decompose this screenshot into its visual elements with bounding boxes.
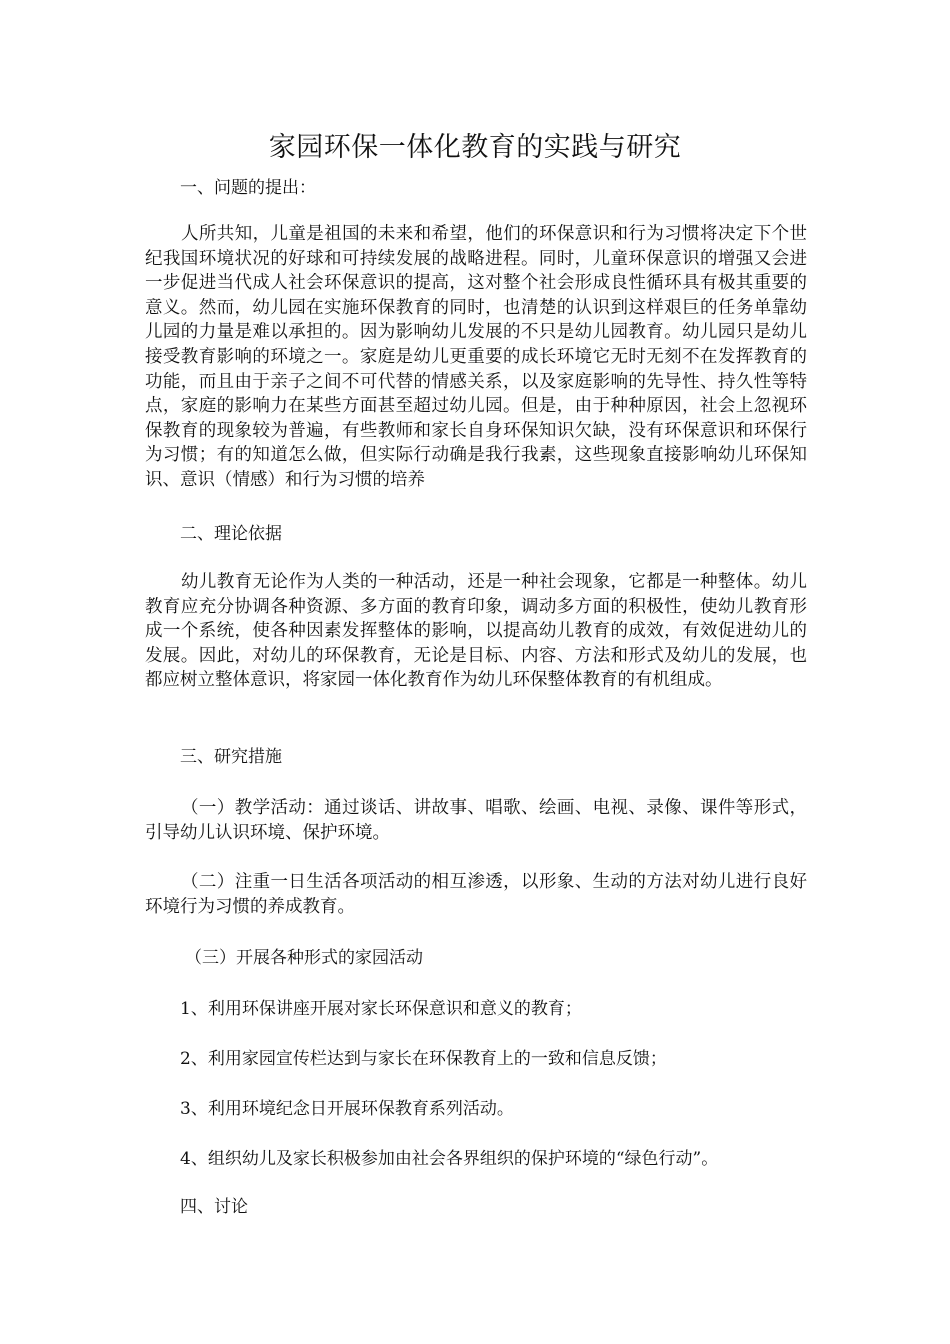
measure-daily-life: （二）注重一日生活各项活动的相互渗透，以形象、生动的方法对幼儿进行良好环境行为习惯的养成教育。: [145, 872, 807, 917]
list-item: 1、利用环保讲座开展对家长环保意识和意义的教育；: [180, 999, 582, 1019]
section-heading-theory: 二、理论依据: [180, 524, 282, 544]
section-paragraph-theory: 幼儿教育无论作为人类的一种活动，还是一种社会现象，它都是一种整体。幼儿教育应充分协调各种资源、多方面的教育印象，调动多方面的积极性，使幼儿教育形成一个系统，使各种因素发挥整体的影响，以提高幼儿教育的成效，有效促进幼儿的发展。因此，对幼儿的环保教育，无论是目标、内容、方法和形式及幼儿的发展，也都应树立整体意识，将家园一体化教育作为幼儿环保整体教育的有机组成。: [145, 572, 807, 691]
measure-teaching-activities: （一）教学活动：通过谈话、讲故事、唱歌、绘画、电视、录像、课件等形式，引导幼儿认识环境、保护环境。: [145, 798, 807, 843]
section-paragraph-problem: 人所共知，儿童是祖国的未来和希望，他们的环保意识和行为习惯将决定下个世纪我国环境状况的好球和可持续发展的战略进程。同时，儿童环保意识的增强又会进一步促进当代成人社会环保意识的提高，这对整个社会形成良性循环具有极其重要的意义。然而，幼儿园在实施环保教育的同时，也清楚的认识到这样艰巨的任务单靠幼儿园的力量是难以承担的。因为影响幼儿发展的不只是幼儿园教育。幼儿园只是幼儿接受教育影响的环境之一。家庭是幼儿更重要的成长环境它无时无刻不在发挥教育的功能，而且由于亲子之间不可代替的情感关系，以及家庭影响的先导性、持久性等特点，家庭的影响力在某些方面甚至超过幼儿园。但是，由于种种原因，社会上忽视环保教育的现象较为普遍，有些教师和家长自身环保知识欠缺，没有环保意识和环保行为习惯；有的知道怎么做，但实际行动确是我行我素，这些现象直接影响幼儿环保知识、意识（情感）和行为习惯的培养: [145, 224, 807, 490]
section-heading-discussion: 四、讨论: [180, 1197, 248, 1217]
list-item: 2、利用家园宣传栏达到与家长在环保教育上的一致和信息反馈；: [180, 1049, 667, 1069]
section-heading-problem: 一、问题的提出：: [180, 178, 316, 198]
document-title: 家园环保一体化教育的实践与研究: [268, 132, 682, 163]
section-heading-measures: 三、研究措施: [180, 747, 282, 767]
measure-home-school-activities: （三）开展各种形式的家园活动: [185, 948, 423, 968]
list-item: 3、利用环境纪念日开展环保教育系列活动。: [180, 1099, 514, 1119]
list-item: 4、组织幼儿及家长积极参加由社会各界组织的保护环境的“绿色行动”。: [180, 1149, 719, 1169]
